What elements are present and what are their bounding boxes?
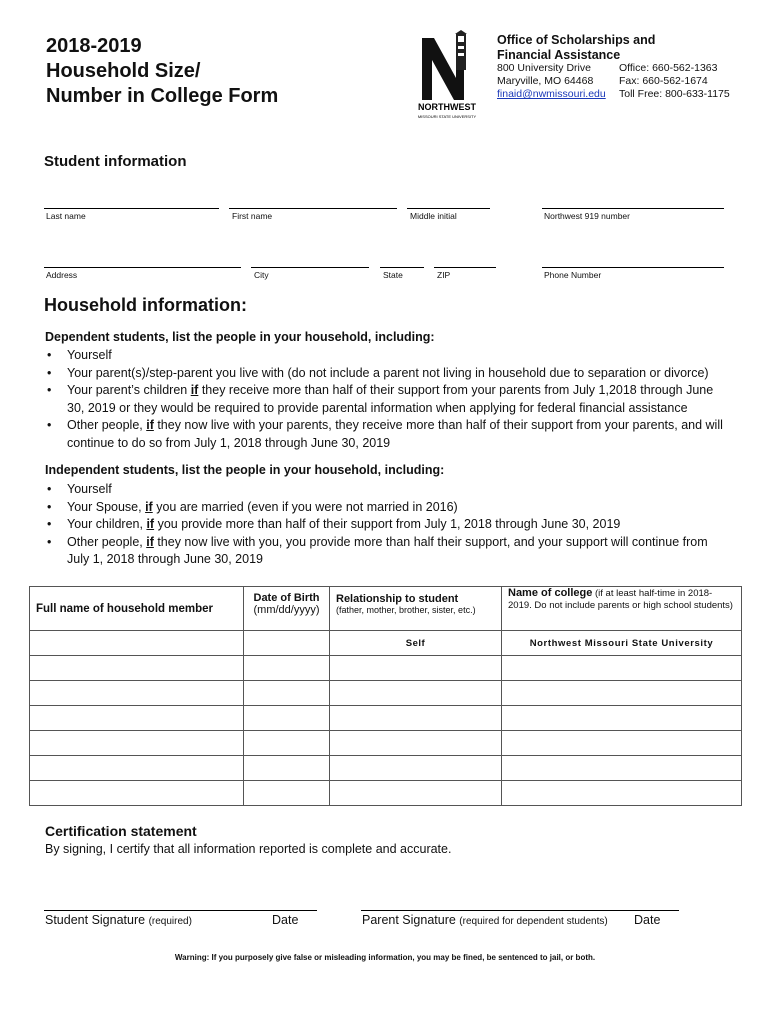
northwest-logo [412, 30, 482, 120]
member-name-cell[interactable] [30, 731, 244, 756]
dependent-list [45, 347, 730, 452]
list-item: • Your children, if you provide more than half of their support from July 1, 2018 through June 30, 2019 [45, 516, 730, 534]
member-relationship-cell[interactable] [330, 656, 502, 681]
col-full-name: Full name of household member [30, 587, 244, 631]
table-row [30, 731, 742, 756]
relationship-self: Self [330, 631, 502, 656]
member-relationship-cell[interactable] [330, 756, 502, 781]
table-row [30, 781, 742, 806]
col-date-of-birth: Date of Birth (mm/dd/yyyy) [244, 587, 330, 631]
parent-signature-field[interactable] [361, 910, 679, 911]
member-name-cell[interactable] [30, 656, 244, 681]
member-name-cell[interactable] [30, 681, 244, 706]
office-city: Maryville, MO 64468 [497, 75, 594, 87]
member-college-cell[interactable] [502, 706, 742, 731]
certification-heading: Certification statement [45, 823, 197, 839]
member-dob-cell[interactable] [244, 681, 330, 706]
list-item: • Your Spouse, if you are married (even if you were not married in 2016) [45, 499, 730, 517]
address-field[interactable] [44, 267, 241, 268]
table-row [30, 681, 742, 706]
col-relationship: Relationship to student (father, mother, brother, sister, etc.) [330, 587, 502, 631]
table-row [30, 631, 742, 656]
first-name-field[interactable] [229, 208, 397, 209]
col-college: Name of college (if at least half-time in 2018- 2019. Do not include parents or high school students) [502, 587, 742, 631]
member-name-cell[interactable] [30, 781, 244, 806]
member-dob-cell[interactable] [244, 706, 330, 731]
city-field[interactable] [251, 267, 369, 268]
zip-field[interactable] [434, 267, 496, 268]
household-info-heading: Household information: [44, 295, 247, 315]
member-relationship-cell[interactable] [330, 681, 502, 706]
office-address [497, 62, 606, 101]
student-date-label: Date [272, 913, 299, 927]
logo-wordmark: NORTHWEST [418, 102, 476, 112]
legal-warning: Warning: If you purposely give false or misleading information, you may be fined, be sentenced to jail, or both. [174, 953, 596, 962]
certification-text: By signing, I certify that all information reported is complete and accurate. [45, 842, 452, 856]
northwest-919-field[interactable] [542, 208, 724, 209]
student-signature-label: Student Signature (required) [45, 913, 192, 927]
zip-label: ZIP [437, 270, 451, 280]
address-label: Address [46, 270, 78, 280]
state-label: State [383, 270, 403, 280]
independent-intro: Independent students, list the people in your household, including: [45, 463, 445, 477]
member-name-cell[interactable] [30, 756, 244, 781]
office-email-link[interactable]: finaid@nwmissouri.edu [497, 88, 606, 100]
member-dob-cell[interactable] [244, 731, 330, 756]
college-northwest: Northwest Missouri State University [502, 631, 742, 656]
phone-number-label: Phone Number [544, 270, 602, 280]
list-item: • Your parent’s children if they receive more than half of their support from your parents from July 1,2018 through June 30, 2019 or they would be required to provide parental information when applying for federal financial assistance [45, 382, 730, 417]
member-relationship-cell[interactable] [330, 781, 502, 806]
member-name-cell[interactable] [30, 631, 244, 656]
office-fax: Fax: 660-562-1674 [619, 75, 708, 87]
list-item: • Other people, if they now live with your parents, they receive more than half of their support from your parents, and will continue to do so from July 1, 2018 through June 30, 2019 [45, 417, 730, 452]
first-name-label: First name [232, 211, 273, 221]
list-item: • Other people, if they now live with you, you provide more than half their support, and your support will continue from July 1, 2018 through June 30, 2019 [45, 534, 730, 569]
member-dob-cell[interactable] [244, 631, 330, 656]
member-college-cell[interactable] [502, 731, 742, 756]
office-phone: Office: 660-562-1363 [619, 62, 718, 74]
table-row [30, 756, 742, 781]
member-relationship-cell[interactable] [330, 731, 502, 756]
household-members-table [29, 586, 742, 806]
member-college-cell[interactable] [502, 681, 742, 706]
northwest-919-label: Northwest 919 number [544, 211, 630, 221]
parent-signature-label: Parent Signature (required for dependent students) [362, 913, 608, 927]
office-name: Office of Scholarships and Financial Assistance [497, 33, 656, 62]
student-info-heading: Student information [44, 153, 187, 170]
member-college-cell[interactable] [502, 756, 742, 781]
table-header-row [30, 587, 742, 631]
list-item: • Yourself [45, 481, 730, 499]
independent-list [45, 481, 730, 569]
last-name-label: Last name [46, 211, 86, 221]
member-dob-cell[interactable] [244, 756, 330, 781]
middle-initial-label: Middle initial [410, 211, 457, 221]
city-label: City [254, 270, 269, 280]
northwest-bell-tower-logo-icon [412, 30, 482, 120]
dependent-intro: Dependent students, list the people in your household, including: [45, 330, 435, 344]
state-field[interactable] [380, 267, 424, 268]
middle-initial-field[interactable] [407, 208, 490, 209]
office-toll-free: Toll Free: 800-633-1175 [619, 88, 730, 100]
phone-number-field[interactable] [542, 267, 724, 268]
page-title: 2018-2019 Household Size/ Number in College Form [46, 35, 279, 107]
table-row [30, 656, 742, 681]
office-street: 800 University Drive [497, 62, 591, 74]
logo-subtitle: MISSOURI STATE UNIVERSITY [417, 114, 477, 119]
student-signature-field[interactable] [44, 910, 317, 911]
last-name-field[interactable] [44, 208, 219, 209]
member-relationship-cell[interactable] [330, 706, 502, 731]
member-college-cell[interactable] [502, 781, 742, 806]
parent-date-label: Date [634, 913, 661, 927]
list-item: • Yourself [45, 347, 730, 365]
member-college-cell[interactable] [502, 656, 742, 681]
member-dob-cell[interactable] [244, 656, 330, 681]
member-dob-cell[interactable] [244, 781, 330, 806]
office-phones [619, 62, 730, 101]
table-row [30, 706, 742, 731]
list-item: • Your parent(s)/step-parent you live with (do not include a parent not living in household due to separation or divorce) [45, 365, 730, 383]
member-name-cell[interactable] [30, 706, 244, 731]
